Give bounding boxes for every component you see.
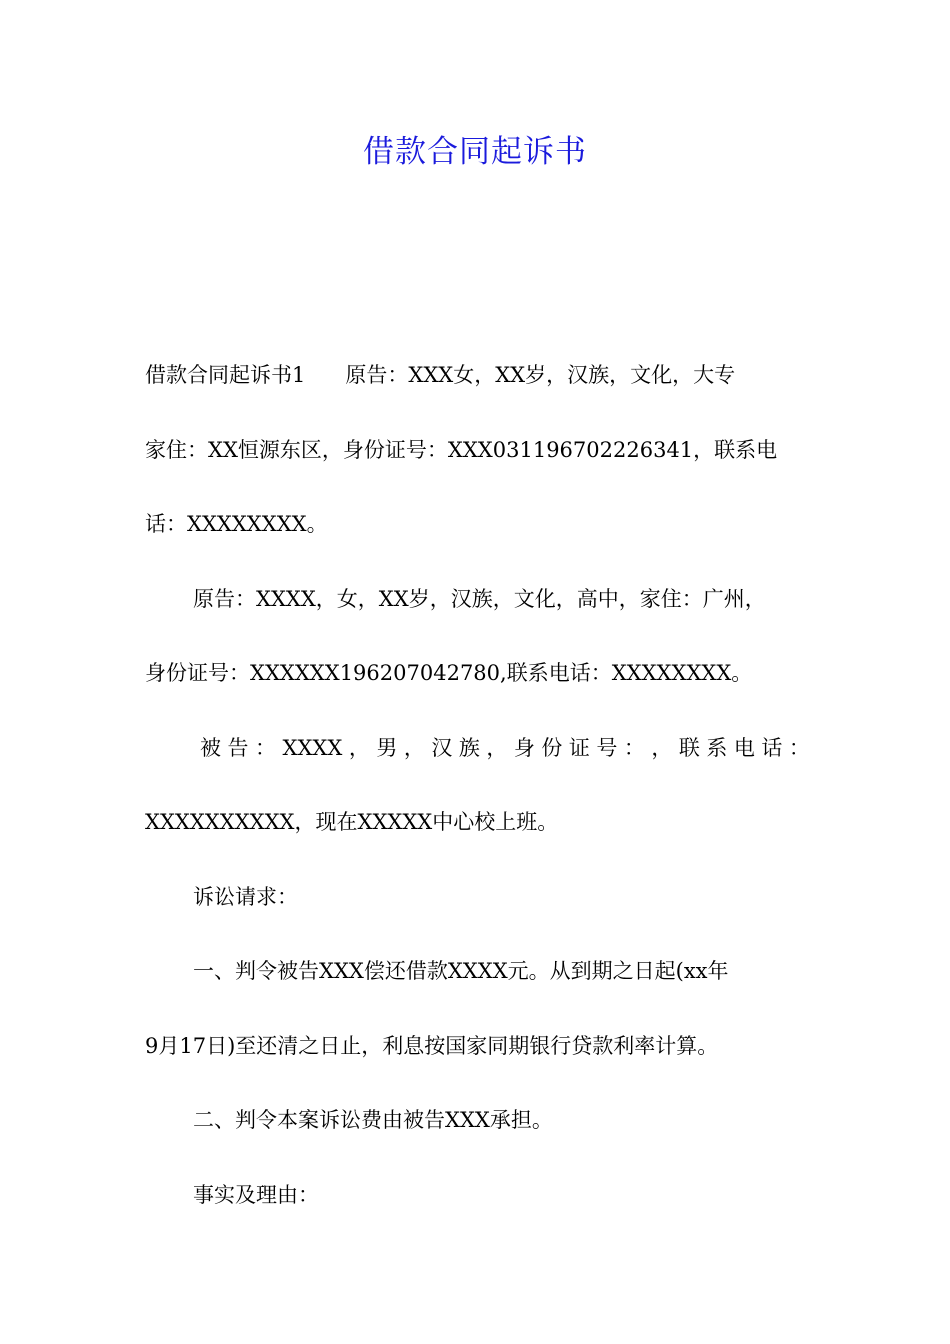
- plaintiff-1-intro: 原告：XXX女，XX岁，汉族，文化，大专: [345, 363, 736, 387]
- heading-ref: 借款合同起诉书1: [145, 363, 306, 387]
- text-run: 汉: [431, 735, 453, 760]
- text-run: 被: [200, 735, 221, 760]
- text-run: 号: [596, 735, 618, 760]
- text-run: 身: [513, 735, 535, 760]
- body-line-6-defendant: [145, 711, 810, 786]
- text-run: ，: [403, 735, 425, 760]
- text-run: 系: [706, 735, 728, 760]
- body-line-1: [145, 338, 810, 413]
- text-run: 电: [733, 735, 755, 760]
- body-line-10: 9月17日)至还清之日止，利息按国家同期银行贷款利率计算。: [145, 1033, 719, 1058]
- text-run: ：: [788, 735, 810, 760]
- body-line-12-facts-heading: 事实及理由：: [193, 1182, 319, 1207]
- text-run: 证: [568, 735, 590, 760]
- document-body: [145, 338, 810, 1232]
- text-run: 族: [458, 735, 480, 760]
- text-run: XXXX: [282, 735, 343, 760]
- text-run: ，: [486, 735, 508, 760]
- body-line-9-claim-1: 一、判令被告XXX偿还借款XXXX元。从到期之日起(xx年: [193, 959, 729, 983]
- body-line-4: 原告：XXXX，女，XX岁，汉族，文化，高中，家住：广州，: [193, 586, 766, 611]
- text-run: 话: [761, 735, 783, 760]
- text-run: ，: [348, 735, 370, 760]
- text-run: 告: [227, 735, 249, 760]
- text-run: 份: [541, 735, 563, 760]
- text-run: ：: [255, 735, 276, 760]
- body-line-7: XXXXXXXXXX，现在XXXXX中心校上班。: [145, 810, 559, 834]
- text-run: ，: [651, 735, 673, 760]
- text-run: ：: [623, 735, 645, 760]
- body-line-5: 身份证号：XXXXXX196207042780,联系电话：XXXXXXXX。: [145, 661, 753, 685]
- body-line-3: 话：XXXXXXXX。: [145, 512, 328, 536]
- body-line-8-claims-heading: 诉讼请求：: [193, 884, 298, 909]
- body-line-11-claim-2: 二、判令本案诉讼费由被告XXX承担。: [193, 1108, 553, 1132]
- text-run: 联: [678, 735, 700, 760]
- document-title: 借款合同起诉书: [363, 134, 587, 170]
- body-line-2: 家住：XX恒源东区，身份证号：XXX031196702226341，联系电: [145, 437, 778, 462]
- text-run: 男: [376, 735, 398, 760]
